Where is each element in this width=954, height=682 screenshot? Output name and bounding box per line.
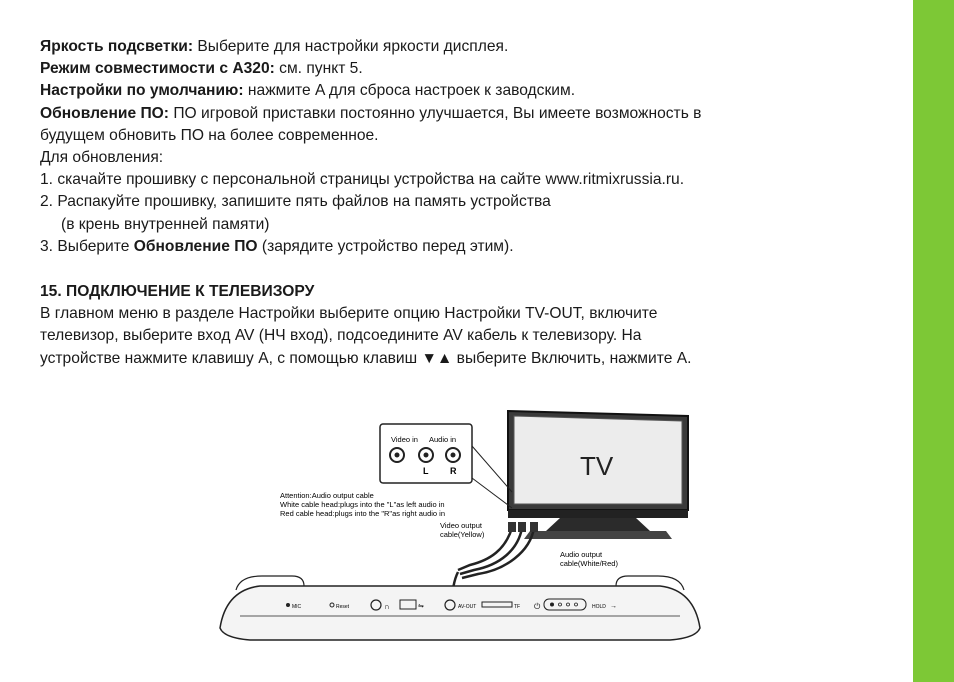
video-cable-label-1: Video output bbox=[440, 521, 482, 530]
tv-label: TV bbox=[580, 451, 614, 481]
update-text-2: будущем обновить ПО на более современное. bbox=[40, 126, 379, 144]
step-2: 2. Распакуйте прошивку, запишите пять файлов на память устройства bbox=[40, 193, 551, 211]
brightness-line bbox=[40, 36, 900, 58]
step-3-bold: Обновление ПО bbox=[133, 237, 258, 255]
step-3-pre: 3. Выберите bbox=[40, 237, 134, 255]
compat-label: Режим совместимости с А320: bbox=[40, 60, 275, 78]
brightness-label: Яркость подсветки: bbox=[40, 38, 194, 55]
step-3-post: (зарядите устройство перед этим). bbox=[257, 237, 514, 255]
compat-text: см. пункт 5. bbox=[274, 60, 363, 78]
attention-line-2: White cable head:plugs into the "L"as left audio in bbox=[280, 500, 445, 509]
green-side-bar bbox=[913, 0, 954, 682]
power-icon: ⏻ bbox=[534, 602, 541, 611]
mic-label: MIC bbox=[292, 604, 302, 610]
step-1: 1. скачайте прошивку с персональной страницы устройства на сайте www.ritmixrussia.ru. bbox=[40, 171, 685, 189]
av-out-label: AV-OUT bbox=[458, 604, 477, 610]
usb-symbol-icon: ⇋ bbox=[418, 603, 424, 610]
audio-in-label: Audio in bbox=[429, 435, 457, 444]
right-channel-label: R bbox=[450, 466, 457, 476]
hold-label: HOLD bbox=[592, 604, 606, 610]
update-text-1: ПО игровой приставки постоянно улучшается, Вы имеете возможность в bbox=[169, 104, 702, 122]
diagram-svg bbox=[200, 400, 720, 660]
tv-set bbox=[508, 411, 688, 539]
step-2b: (в крень внутренней памяти) bbox=[61, 215, 270, 233]
defaults-line bbox=[40, 80, 900, 102]
defaults-label: Настройки по умолчанию: bbox=[40, 82, 244, 100]
update-label: Обновление ПО: bbox=[40, 104, 169, 122]
attention-line-3: Red cable head:plugs into the "R"as right audio in bbox=[280, 509, 446, 518]
section-line-1: В главном меню в разделе Настройки выберите опцию Настройки TV-OUT, включите bbox=[40, 305, 658, 323]
game-console bbox=[220, 576, 700, 640]
update-line bbox=[40, 103, 900, 125]
tv-connection-diagram bbox=[200, 400, 720, 660]
video-cable-label-2: cable(Yellow) bbox=[440, 530, 485, 539]
manual-text bbox=[40, 36, 900, 370]
av-input-callout bbox=[380, 424, 512, 508]
compat-line bbox=[40, 58, 900, 80]
audio-cable-label-1: Audio output bbox=[560, 550, 603, 559]
brightness-text: Выберите для настройки яркости дисплея. bbox=[193, 38, 509, 55]
section-heading: 15. ПОДКЛЮЧЕНИЕ К ТЕЛЕВИЗОРУ bbox=[40, 283, 315, 301]
left-channel-label: L bbox=[423, 466, 429, 476]
update-intro: Для обновления: bbox=[40, 149, 164, 167]
video-in-label: Video in bbox=[391, 435, 418, 444]
section-line-3: устройстве нажмите клавишу А, с помощью клавиш ▼▲ выберите Включить, нажмите А. bbox=[40, 349, 692, 367]
defaults-text: нажмите A для сброса настроек к заводским. bbox=[243, 82, 576, 100]
audio-cable-label-2: cable(White/Red) bbox=[560, 559, 618, 568]
attention-line-1: Attention:Audio output cable bbox=[280, 491, 374, 500]
headphone-icon: ∩ bbox=[384, 602, 390, 611]
hold-arrow-icon: → bbox=[610, 603, 617, 610]
step-3-line bbox=[40, 236, 900, 258]
tf-label: TF bbox=[514, 604, 521, 610]
reset-label: Reset bbox=[336, 604, 350, 610]
section-line-2: телевизор, выберите вход AV (НЧ вход), подсоедините AV кабель к телевизору. На bbox=[40, 327, 642, 345]
